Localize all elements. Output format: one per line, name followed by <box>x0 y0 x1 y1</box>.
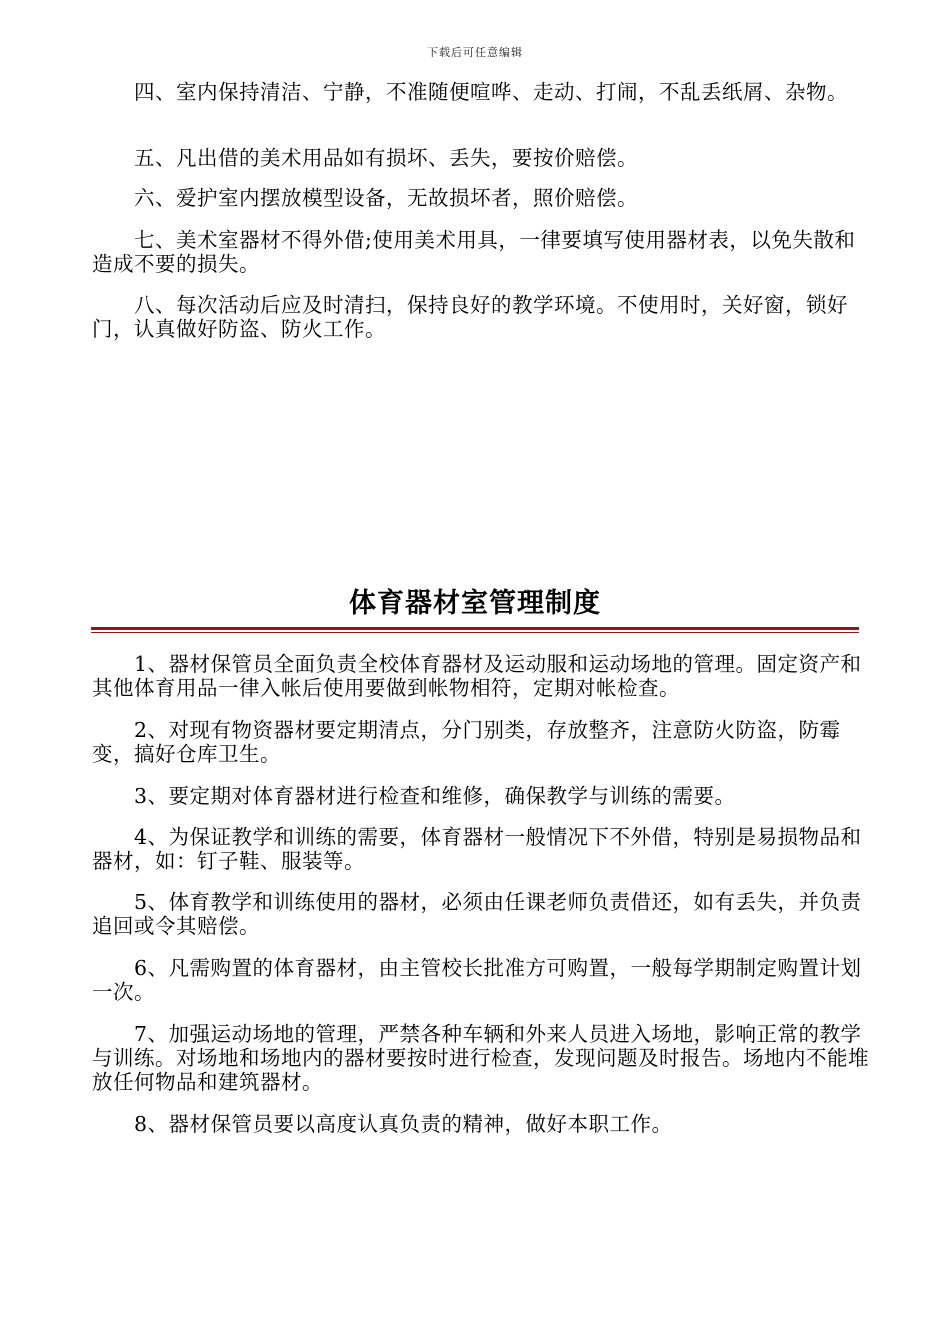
art-rule-4: 四、室内保持清洁、宁静，不准随便喧哗、走动、打闹，不乱丢纸屑、杂物。 <box>134 80 848 104</box>
title-underline-thick <box>91 627 859 630</box>
pe-rule-8: 8、器材保管员要以高度认真负责的精神，做好本职工作。 <box>134 1112 673 1136</box>
title-underline-thin <box>91 632 859 633</box>
pe-rule-1: 1、器材保管员全面负责全校体育器材及运动服和运动场地的管理。固定资产和其他体育用品一律入帐后使用要做到帐物相符，定期对帐检查。 <box>92 652 862 700</box>
pe-rule-2: 2、对现有物资器材要定期清点，分门别类，存放整齐，注意防火防盗，防霉变，搞好仓库卫生。 <box>92 718 841 766</box>
art-rule-5: 五、凡出借的美术用品如有损坏、丢失，要按价赔偿。 <box>134 146 638 170</box>
section-title: 体育器材室管理制度 <box>349 588 601 619</box>
pe-rule-5: 5、体育教学和训练使用的器材，必须由任课老师负责借还，如有丢失，并负责追回或令其赔偿。 <box>92 890 862 938</box>
pe-rule-7: 7、加强运动场地的管理，严禁各种车辆和外来人员进入场地，影响正常的教学与训练。对场地和场地内的器材要按时进行检查，发现问题及时报告。场地内不能堆放任何物品和建筑器材。 <box>92 1022 869 1094</box>
art-rule-6: 六、爱护室内摆放模型设备，无故损坏者，照价赔偿。 <box>134 186 638 210</box>
pe-rule-4: 4、为保证教学和训练的需要，体育器材一般情况下不外借，特别是易损物品和器材，如：钉子鞋、服装等。 <box>92 825 862 873</box>
art-rule-7: 七、美术室器材不得外借;使用美术用具，一律要填写使用器材表，以免失散和造成不要的损失。 <box>92 228 856 276</box>
pe-rule-6: 6、凡需购置的体育器材，由主管校长批准方可购置，一般每学期制定购置计划一次。 <box>92 956 862 1004</box>
art-rule-8: 八、每次活动后应及时清扫，保持良好的教学环境。不使用时，关好窗，锁好门，认真做好防盗、防火工作。 <box>92 293 848 341</box>
pe-rule-3: 3、要定期对体育器材进行检查和维修，确保教学与训练的需要。 <box>134 784 736 808</box>
header-note: 下载后可任意编辑 <box>427 46 523 59</box>
